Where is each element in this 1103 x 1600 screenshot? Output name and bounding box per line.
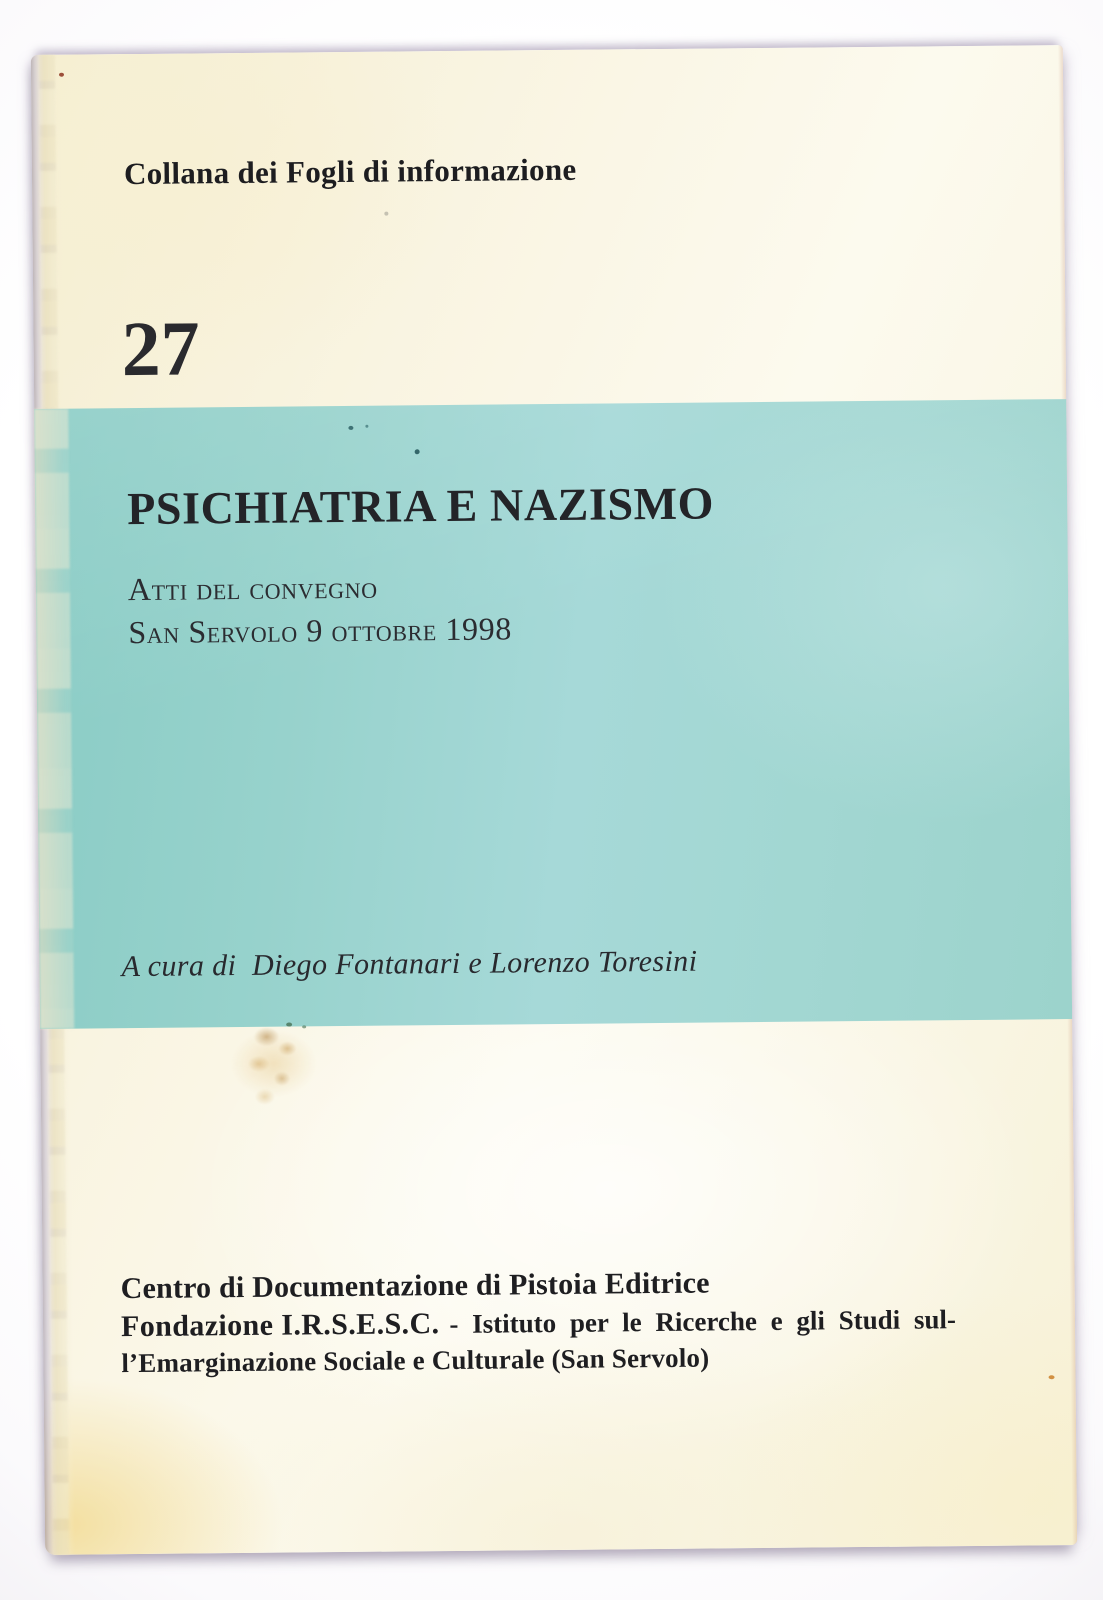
subtitle-line-1: Atti del convegno (127, 568, 378, 608)
publisher-line-1: Centro di Documentazione di Pistoia Editrice (120, 1266, 710, 1306)
ink-speck (348, 426, 353, 430)
subtitle-line-2: San Servolo 9 ottobre 1998 (128, 610, 512, 651)
ink-speck (365, 425, 368, 428)
publisher-line-2 (121, 1302, 971, 1345)
title-band (34, 399, 1072, 1029)
publisher-line-3: l’Emarginazione Sociale e Culturale (San Servolo) (121, 1342, 710, 1378)
corner-speck (59, 73, 64, 77)
dust-speck (384, 212, 388, 216)
book-cover (31, 45, 1077, 1555)
paper-stain (218, 1018, 334, 1119)
subtitle-block (128, 564, 512, 654)
book-title: PSICHIATRIA E NAZISMO (126, 477, 715, 535)
publisher-institute-description: - Istituto per le Ricerche e gli Studi sul- (449, 1303, 957, 1339)
series-label: Collana dei Fogli di informazione (123, 151, 577, 192)
issue-number: 27 (121, 304, 201, 393)
publisher-block (121, 1264, 972, 1379)
ink-speck (415, 449, 420, 454)
rust-speck (1049, 1375, 1055, 1379)
publisher-foundation-name: Fondazione I.R.S.E.S.C. (120, 1306, 440, 1343)
stain-speck (286, 1023, 292, 1027)
editors-line: A cura di Diego Fontanari e Lorenzo Toresini (121, 944, 698, 984)
stain-speck (302, 1025, 306, 1028)
